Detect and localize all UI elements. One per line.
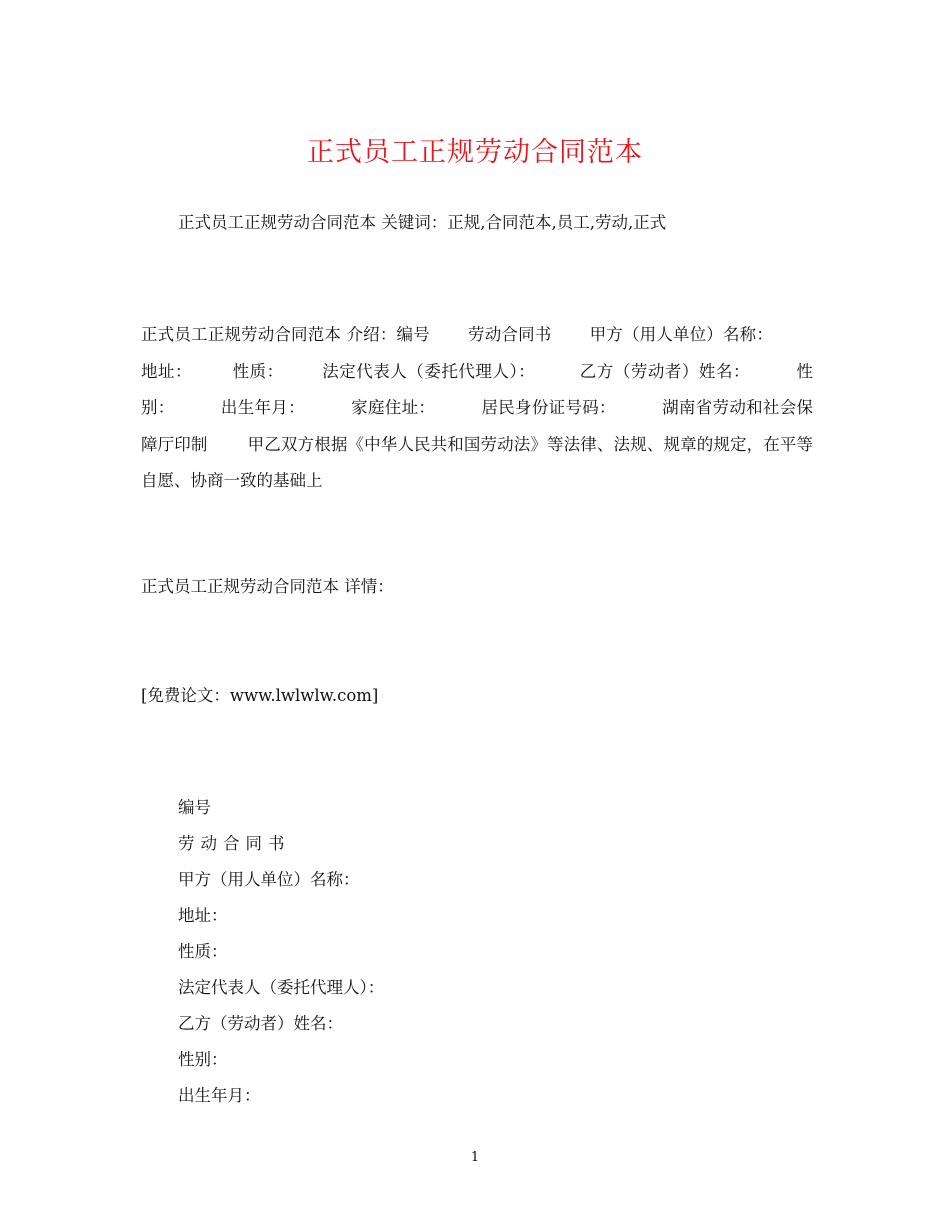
intro-segment: 乙方（劳动者）姓名：: [579, 361, 750, 381]
intro-segment: 甲乙双方根据《中华人民共和国劳动法》等法律、法规、规章的规定，在平等自愿、协商一致的基础上: [141, 434, 814, 490]
form-line-gender: 性别：: [178, 1050, 228, 1069]
form-line-legal-representative: 法定代表人（委托代理人）：: [178, 978, 385, 997]
page-number: 1: [470, 1150, 480, 1165]
intro-segment: 居民身份证号码：: [481, 398, 616, 417]
intro-segment: 性质：: [232, 361, 284, 381]
intro-segment: 性别：: [141, 361, 814, 417]
intro-segment: 家庭住址：: [350, 398, 436, 417]
keywords-line: 正式员工正规劳动合同范本 关键词：正规,合同范本,员工,劳动,正式: [178, 213, 667, 232]
form-line-party-a-name: 甲方（用人单位）名称：: [178, 870, 360, 889]
form-line-party-b-name: 乙方（劳动者）姓名：: [178, 1014, 343, 1033]
document-title: 正式员工正规劳动合同范本: [307, 137, 643, 168]
intro-paragraph: [141, 317, 813, 500]
intro-segment: 劳动合同书: [467, 325, 552, 344]
free-paper-link[interactable]: [免费论文：www.lwlwlw.com]: [141, 686, 379, 705]
contract-form-lines: [178, 790, 384, 1114]
form-line-address: 地址：: [178, 906, 228, 925]
intro-segment: 法定代表人（委托代理人）：: [321, 361, 536, 381]
intro-segment: 正式员工正规劳动合同范本 介绍：编号: [141, 325, 430, 344]
intro-segment: 湖南省劳动和社会保障厅印制: [141, 398, 813, 454]
form-line-birth-date: 出生年月：: [178, 1086, 261, 1105]
form-line-number: 编号: [178, 798, 211, 817]
details-line: 正式员工正规劳动合同范本 详情：: [141, 577, 394, 596]
intro-segment: 地址：: [141, 361, 193, 381]
intro-segment: 出生年月：: [220, 398, 305, 417]
intro-segment: 甲方（用人单位）名称：: [589, 325, 774, 344]
form-line-nature: 性质：: [178, 942, 228, 961]
form-line-contract-title: 劳动合同书: [178, 834, 291, 853]
